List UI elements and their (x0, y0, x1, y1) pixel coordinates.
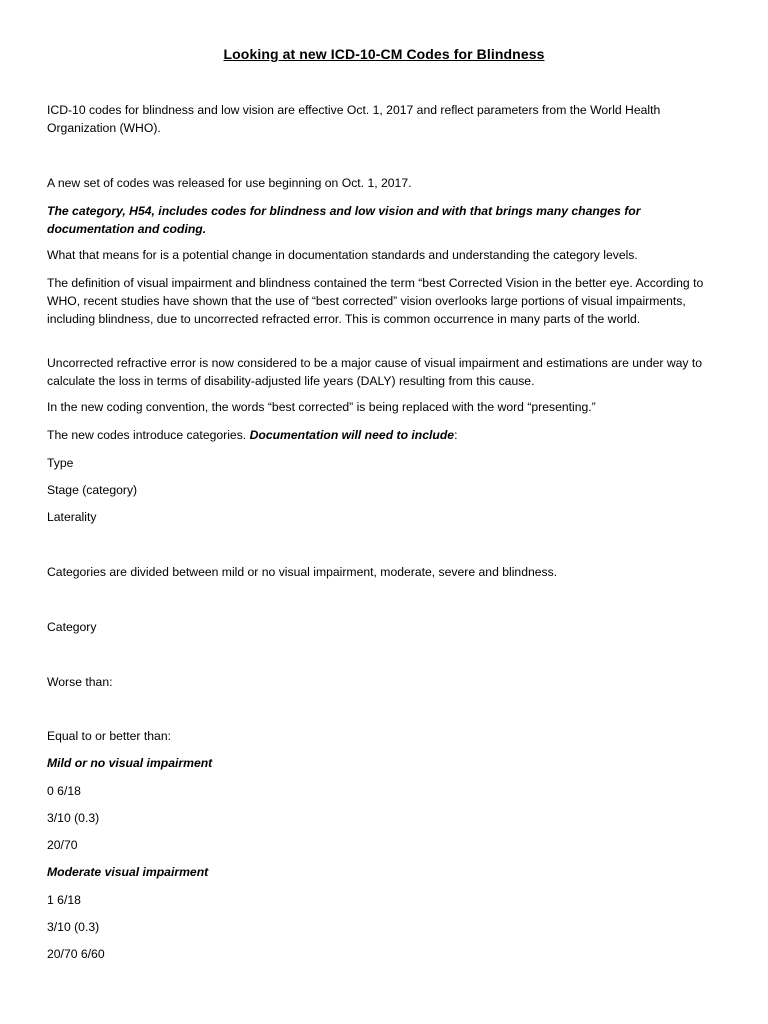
paragraph-documentation (47, 426, 727, 444)
mild-value-decimal: 3/10 (0.3) (47, 811, 100, 825)
label-category: Category (47, 620, 97, 634)
label-equal-or-better: Equal to or better than: (47, 729, 171, 743)
list-item-stage: Stage (category) (47, 483, 138, 497)
list-item-laterality: Laterality (47, 510, 97, 524)
paragraph-categories-divided: Categories are divided between mild or no visual impairment, moderate, severe and blindness. (47, 565, 558, 579)
paragraph-effective-date: ICD-10 codes for blindness and low vision are effective Oct. 1, 2017 and reflect parameters from the World Health Organization (WHO). (47, 103, 661, 135)
label-worse-than: Worse than: (47, 675, 113, 689)
heading-mild-impairment: Mild or no visual impairment (47, 756, 213, 770)
paragraph-new-codes: A new set of codes was released for use beginning on Oct. 1, 2017. (47, 176, 412, 190)
mild-value-category: 0 6/18 (47, 784, 81, 798)
paragraph-category-h54: The category, H54, includes codes for blindness and low vision and with that brings many changes for documentation and coding. (47, 204, 641, 236)
moderate-value-category: 1 6/18 (47, 893, 81, 907)
paragraph-uncorrected-error: Uncorrected refractive error is now considered to be a major cause of visual impairment and estimations are under way to calculate the loss in terms of disability-adjusted life years (DALY) resulting from this cause. (47, 356, 703, 388)
moderate-value-decimal: 3/10 (0.3) (47, 920, 100, 934)
list-item-type: Type (47, 456, 74, 470)
paragraph-what-that-means: What that means for is a potential change in documentation standards and understanding the category levels. (47, 248, 638, 262)
documentation-plain-text: The new codes introduce categories. (47, 428, 250, 442)
document-title: Looking at new ICD-10-CM Codes for Blindness (223, 46, 545, 62)
mild-value-snellen: 20/70 (47, 838, 78, 852)
paragraph-definition: The definition of visual impairment and blindness contained the term “best Corrected Vision in the better eye. According to WHO, recent studies have shown that the use of “best corrected” vision overlooks large portions of visual impairments, including blindness, due to uncorrected refracted error. This is common occurrence in many parts of the world. (47, 276, 704, 326)
documentation-colon: : (454, 428, 458, 442)
moderate-value-snellen: 20/70 6/60 (47, 947, 105, 961)
documentation-emphasis-text: Documentation will need to include (249, 428, 455, 442)
heading-moderate-impairment: Moderate visual impairment (47, 865, 209, 879)
paragraph-presenting: In the new coding convention, the words “best corrected” is being replaced with the word “presenting.” (47, 400, 596, 414)
